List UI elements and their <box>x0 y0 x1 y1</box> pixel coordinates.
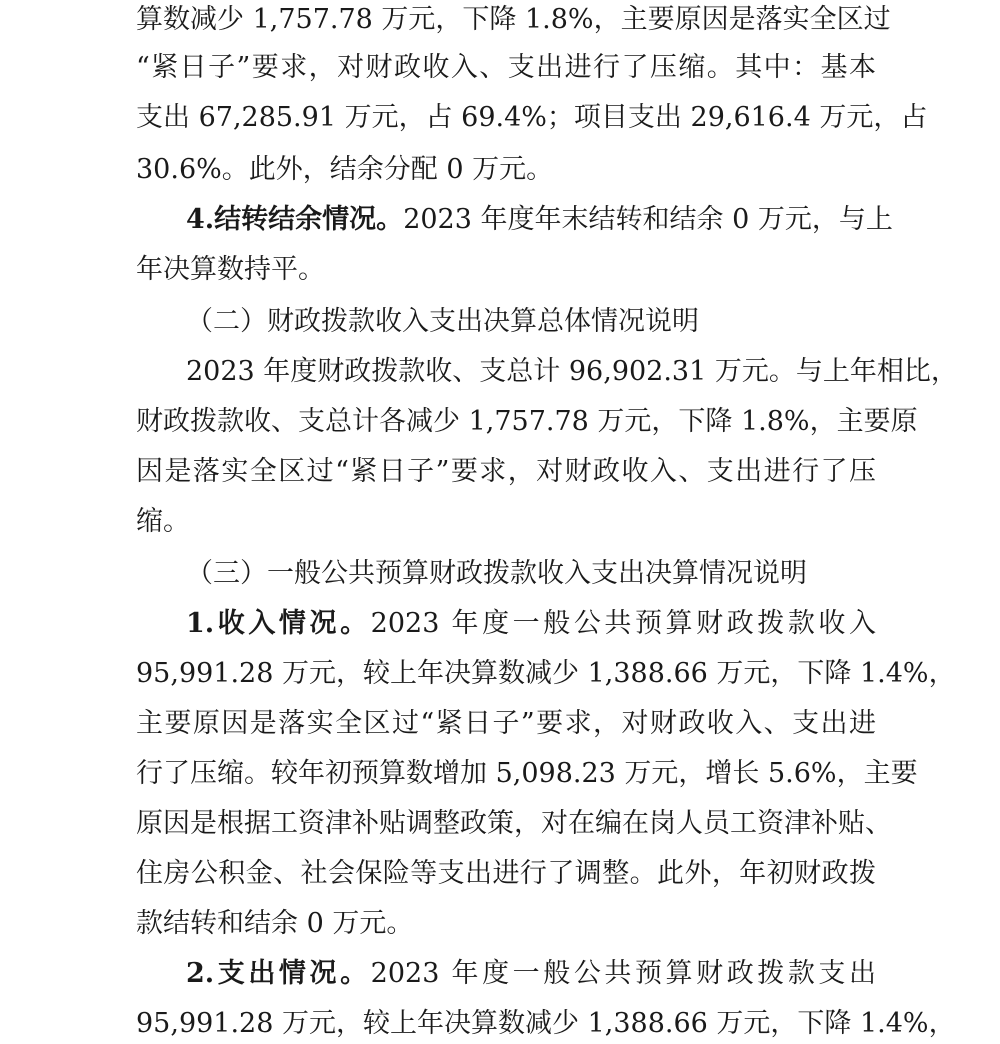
paragraph-line: 算数减少 1,757.78 万元，下降 1.8%，主要原因是落实全区过 <box>136 4 891 35</box>
paragraph-line: 30.6%。此外，结余分配 0 万元。 <box>136 154 554 185</box>
paragraph-text: 2023 年度年末结转和结余 0 万元，与上 <box>403 204 893 235</box>
paragraph-text: 2023 年度一般公共预算财政拨款收入 <box>370 608 877 639</box>
paragraph-line: 原因是根据工资津补贴调整政策，对在编在岗人员工资津补贴、 <box>136 808 892 839</box>
paragraph-line: 款结转和结余 0 万元。 <box>136 908 414 939</box>
paragraph-line: 因是落实全区过“紧日子”要求，对财政收入、支出进行了压 <box>136 456 876 487</box>
paragraph-line: 财政拨款收、支总计各减少 1,757.78 万元，下降 1.8%，主要原 <box>136 406 918 437</box>
paragraph-line: 95,991.28 万元，较上年决算数减少 1,388.66 万元，下降 1.4%， <box>136 1008 956 1039</box>
subsection-heading: （二）财政拨款收入支出决算总体情况说明 <box>186 306 699 337</box>
expenditure-heading-line <box>186 954 876 994</box>
paragraph-line: 年决算数持平。 <box>136 254 325 285</box>
paragraph-line: 主要原因是落实全区过“紧日子”要求，对财政收入、支出进 <box>136 708 876 739</box>
paragraph-line: 住房公积金、社会保险等支出进行了调整。此外，年初财政拨 <box>136 858 876 889</box>
paragraph-line: 95,991.28 万元，较上年决算数减少 1,388.66 万元，下降 1.4%， <box>136 658 956 689</box>
paragraph-line: “紧日子”要求，对财政收入、支出进行了压缩。其中：基本 <box>136 52 876 83</box>
subsection-heading: （三）一般公共预算财政拨款收入支出决算情况说明 <box>186 558 807 589</box>
section-heading: 1.收入情况。 <box>186 608 371 639</box>
income-heading-line <box>186 604 876 644</box>
paragraph-text: 2023 年度一般公共预算财政拨款支出 <box>370 958 877 989</box>
paragraph-line: 2023 年度财政拨款收、支总计 96,902.31 万元。与上年相比， <box>186 356 958 387</box>
section-heading: 2.支出情况。 <box>186 958 371 989</box>
paragraph-line: 支出 67,285.91 万元，占 69.4%；项目支出 29,616.4 万元，占 <box>136 102 928 133</box>
paragraph-line: 缩。 <box>136 506 190 537</box>
section-4-line <box>186 200 893 240</box>
paragraph-line: 行了压缩。较年初预算数增加 5,098.23 万元，增长 5.6%，主要 <box>136 758 918 789</box>
section-heading: 4.结转结余情况。 <box>186 204 404 235</box>
